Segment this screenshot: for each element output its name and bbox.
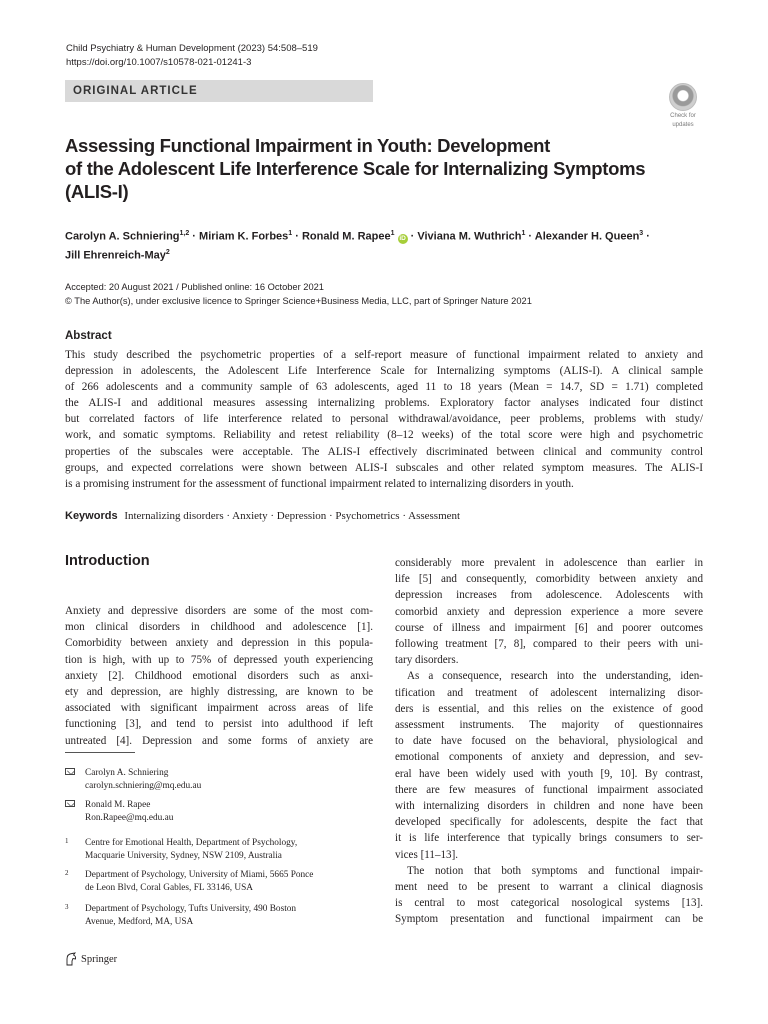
abstract-line: depression in adolescents, the Adolescent Life Interference Scale for Internalizing symptoms (ALIS-I). A clinical sample <box>65 365 703 378</box>
article-type-band: ORIGINAL ARTICLE <box>65 80 373 102</box>
abstract-line: groups, and expected correlations were shown between ALIS-I subscales and other related symptom measures. The ALIS-I <box>65 461 703 474</box>
contact-name: Carolyn A. Schniering <box>85 768 169 778</box>
author-name[interactable]: Ronald M. Rapee <box>301 230 391 243</box>
publication-dates: Accepted: 20 August 2021 / Published online: 16 October 2021 <box>65 282 324 292</box>
check-for-updates-badge[interactable] <box>662 83 704 128</box>
body-line: anxiety [2]. Childhood emotional disorders such as anxi- <box>65 669 373 682</box>
journal-citation: Child Psychiatry & Human Development (2023) 54:508–519 <box>66 43 318 54</box>
body-line: ment need to be present to warrant a clinical diagnosis <box>395 881 703 894</box>
body-line: there are few measures of functional impairment associated <box>395 783 703 796</box>
body-line: developed specifically for adolescents, despite the fact that <box>395 816 703 829</box>
body-line: with internalizing disorders in children and none have been <box>395 800 703 813</box>
body-line: untreated [4]. Depression and some forms of anxiety are <box>65 734 373 747</box>
check-updates-label-1: Check for <box>670 113 696 119</box>
body-line: is central to most categorical nosological systems [13]. <box>395 897 703 910</box>
affiliation-line: Macquarie University, Sydney, NSW 2109, Australia <box>85 851 282 861</box>
author-name[interactable]: Miriam K. Forbes <box>199 230 289 243</box>
contact-entry <box>65 799 365 827</box>
springer-horse-icon <box>65 952 77 966</box>
abstract-line: properties of the subscales were acceptable. The ALIS-I effectively discriminated between clinical and community control <box>65 445 703 458</box>
body-line: ders is essential, and this relies on the existence of good <box>395 702 703 715</box>
keywords-list: Internalizing disorders · Anxiety · Depression · Psychometrics · Assessment <box>124 510 461 522</box>
contact-entry <box>65 767 365 795</box>
affiliation-number: 1 <box>65 837 69 845</box>
abstract-heading: Abstract <box>65 330 112 342</box>
author-affiliation-mark: 2 <box>165 248 170 256</box>
affiliation-number: 3 <box>65 903 69 911</box>
doi-link[interactable]: https://doi.org/10.1007/s10578-021-01241-3 <box>66 57 252 68</box>
body-line: Symptom presentation and functional impairment can be <box>395 913 703 926</box>
body-line: eral have been widely used with youth [9, 10]. By contrast, <box>395 767 703 780</box>
author-name[interactable]: Alexander H. Queen <box>534 230 640 243</box>
title-line: of the Adolescent Life Interference Scale for Internalizing Symptoms <box>65 158 646 179</box>
check-updates-icon <box>669 83 697 111</box>
body-line: assessment instruments. The majority of questionnaires <box>395 719 703 732</box>
body-line: emotional components of anxiety and depression, and sev- <box>395 751 703 764</box>
check-updates-label-2: updates <box>672 122 694 128</box>
intro-left-column <box>65 603 373 749</box>
affiliation-line: Centre for Emotional Health, Department of Psychology, <box>85 838 298 848</box>
abstract-line: This study described the psychometric properties of a self-report measure of functional impairment related to anxiety and <box>65 349 703 361</box>
author-list: Carolyn A. Schniering$^{1,2}$ · Miriam K. Forbes$^1$ · Ronald M. Rapee$^1$ iD · Viviana M. Wuthrich$^1$ · Alexander H. Queen$^3$ · Jill Ehrenreich-May$^2$ <box>65 230 650 262</box>
body-line: Comorbidity between anxiety and depression in this popula- <box>65 637 373 650</box>
author-affiliation-mark: 1 <box>288 230 293 237</box>
body-line: life [5] and consequently, comorbidity between anxiety and <box>395 573 703 586</box>
body-line: functioning [3], and tend to persist into adulthood if left <box>65 718 373 731</box>
affiliation-line: Department of Psychology, Tufts University, 490 Boston <box>85 904 297 914</box>
body-line: tification and treatment of adolescent internalizing disor- <box>395 686 703 699</box>
body-line: ety and depression, are highly distressing, are known to be <box>65 686 373 699</box>
abstract-line: but correlated factors of life interference related to personal withdrawal/avoidance, peer problems, problems with study/ <box>65 413 703 426</box>
author-affiliation-mark: 1 <box>521 230 526 237</box>
title-line: (ALIS-I) <box>65 181 129 202</box>
body-line: vices [11–13]. <box>395 848 459 861</box>
body-line: associated with significant impairment across areas of life <box>65 702 373 715</box>
body-line: considerably more prevalent in adolescence than earlier in <box>395 557 703 569</box>
body-line: tary disorders. <box>395 654 459 667</box>
publisher-name: Springer <box>81 953 118 965</box>
author-affiliation-mark: 3 <box>639 230 644 237</box>
abstract-line: the ALIS-I and additional measures assessing internalizing problems. Exploratory factor analyses indicated four distinct <box>65 397 703 410</box>
affiliation-line: Department of Psychology, University of Miami, 5665 Ponce <box>85 870 314 880</box>
title-line: Assessing Functional Impairment in Youth: Development <box>65 135 551 156</box>
orcid-icon[interactable]: iD <box>399 234 406 242</box>
affiliation-number: 2 <box>65 869 69 877</box>
body-line: depression increases from adolescence. Adolescents with <box>395 589 703 602</box>
introduction-heading: Introduction <box>65 553 150 569</box>
author-name[interactable]: Viviana M. Wuthrich <box>417 230 522 243</box>
contact-email[interactable]: carolyn.schniering@mq.edu.au <box>85 781 202 791</box>
body-line: comorbid anxiety and depression experience a more severe <box>395 605 703 618</box>
body-line: to date have focused on the behavioral, physiological and <box>395 735 703 748</box>
article-title <box>65 134 705 203</box>
abstract-text <box>65 347 703 492</box>
author-name[interactable]: Carolyn A. Schniering <box>65 230 180 243</box>
body-line: it is life interference that typically brings consumers to ser- <box>395 832 703 845</box>
body-line: tion is high, with up to 75% of depressed youth experiencing <box>65 653 373 666</box>
author-name[interactable]: Jill Ehrenreich-May <box>65 249 166 262</box>
body-line: course of illness and impairment [6] and poorer outcomes <box>395 621 703 634</box>
springer-footer <box>65 952 117 966</box>
author-affiliation-mark: 1 <box>390 230 395 237</box>
body-line: The notion that both symptoms and functional impair- <box>407 864 703 877</box>
affiliation-entry <box>65 869 365 897</box>
body-line: mon clinical disorders in childhood and adolescence [1]. <box>65 621 373 634</box>
affiliation-line: de Leon Blvd, Coral Gables, FL 33146, USA <box>85 883 254 893</box>
affiliation-entry <box>65 837 365 865</box>
body-line: As a consequence, research into the understanding, iden- <box>407 670 703 683</box>
affiliation-entry <box>65 903 365 931</box>
footnote-rule <box>65 752 135 753</box>
author-affiliation-mark: 1,2 <box>179 230 190 237</box>
envelope-icon <box>65 768 75 775</box>
abstract-line: of 266 adolescents and a community sample of 63 adolescents, aged 11 to 18 years (Mean = 14.7, SD = 1.71) completed <box>65 381 703 394</box>
body-line: Anxiety and depressive disorders are some of the most com- <box>65 605 373 617</box>
keywords <box>65 508 460 524</box>
contact-name: Ronald M. Rapee <box>85 800 151 810</box>
abstract-line: is a promising instrument for the assessment of functional impairment related to internalizing disorders in youth. <box>65 477 574 490</box>
publication-meta <box>65 280 532 308</box>
intro-right-column <box>395 555 703 928</box>
copyright-notice: © The Author(s), under exclusive licence to Springer Science+Business Media, LLC, part of Springer Nature 2021 <box>65 296 532 306</box>
affiliation-line: Avenue, Medford, MA, USA <box>85 917 194 927</box>
contact-email[interactable]: Ron.Rapee@mq.edu.au <box>85 813 174 823</box>
envelope-icon <box>65 800 75 807</box>
body-line: following treatment [7, 8], compared to their peers with uni- <box>395 638 703 651</box>
keywords-heading: Keywords <box>65 510 118 522</box>
abstract-line: work, and somatic symptoms. Reliability and retest reliability (8–12 weeks) of the total score were high and psychometric <box>65 429 703 442</box>
